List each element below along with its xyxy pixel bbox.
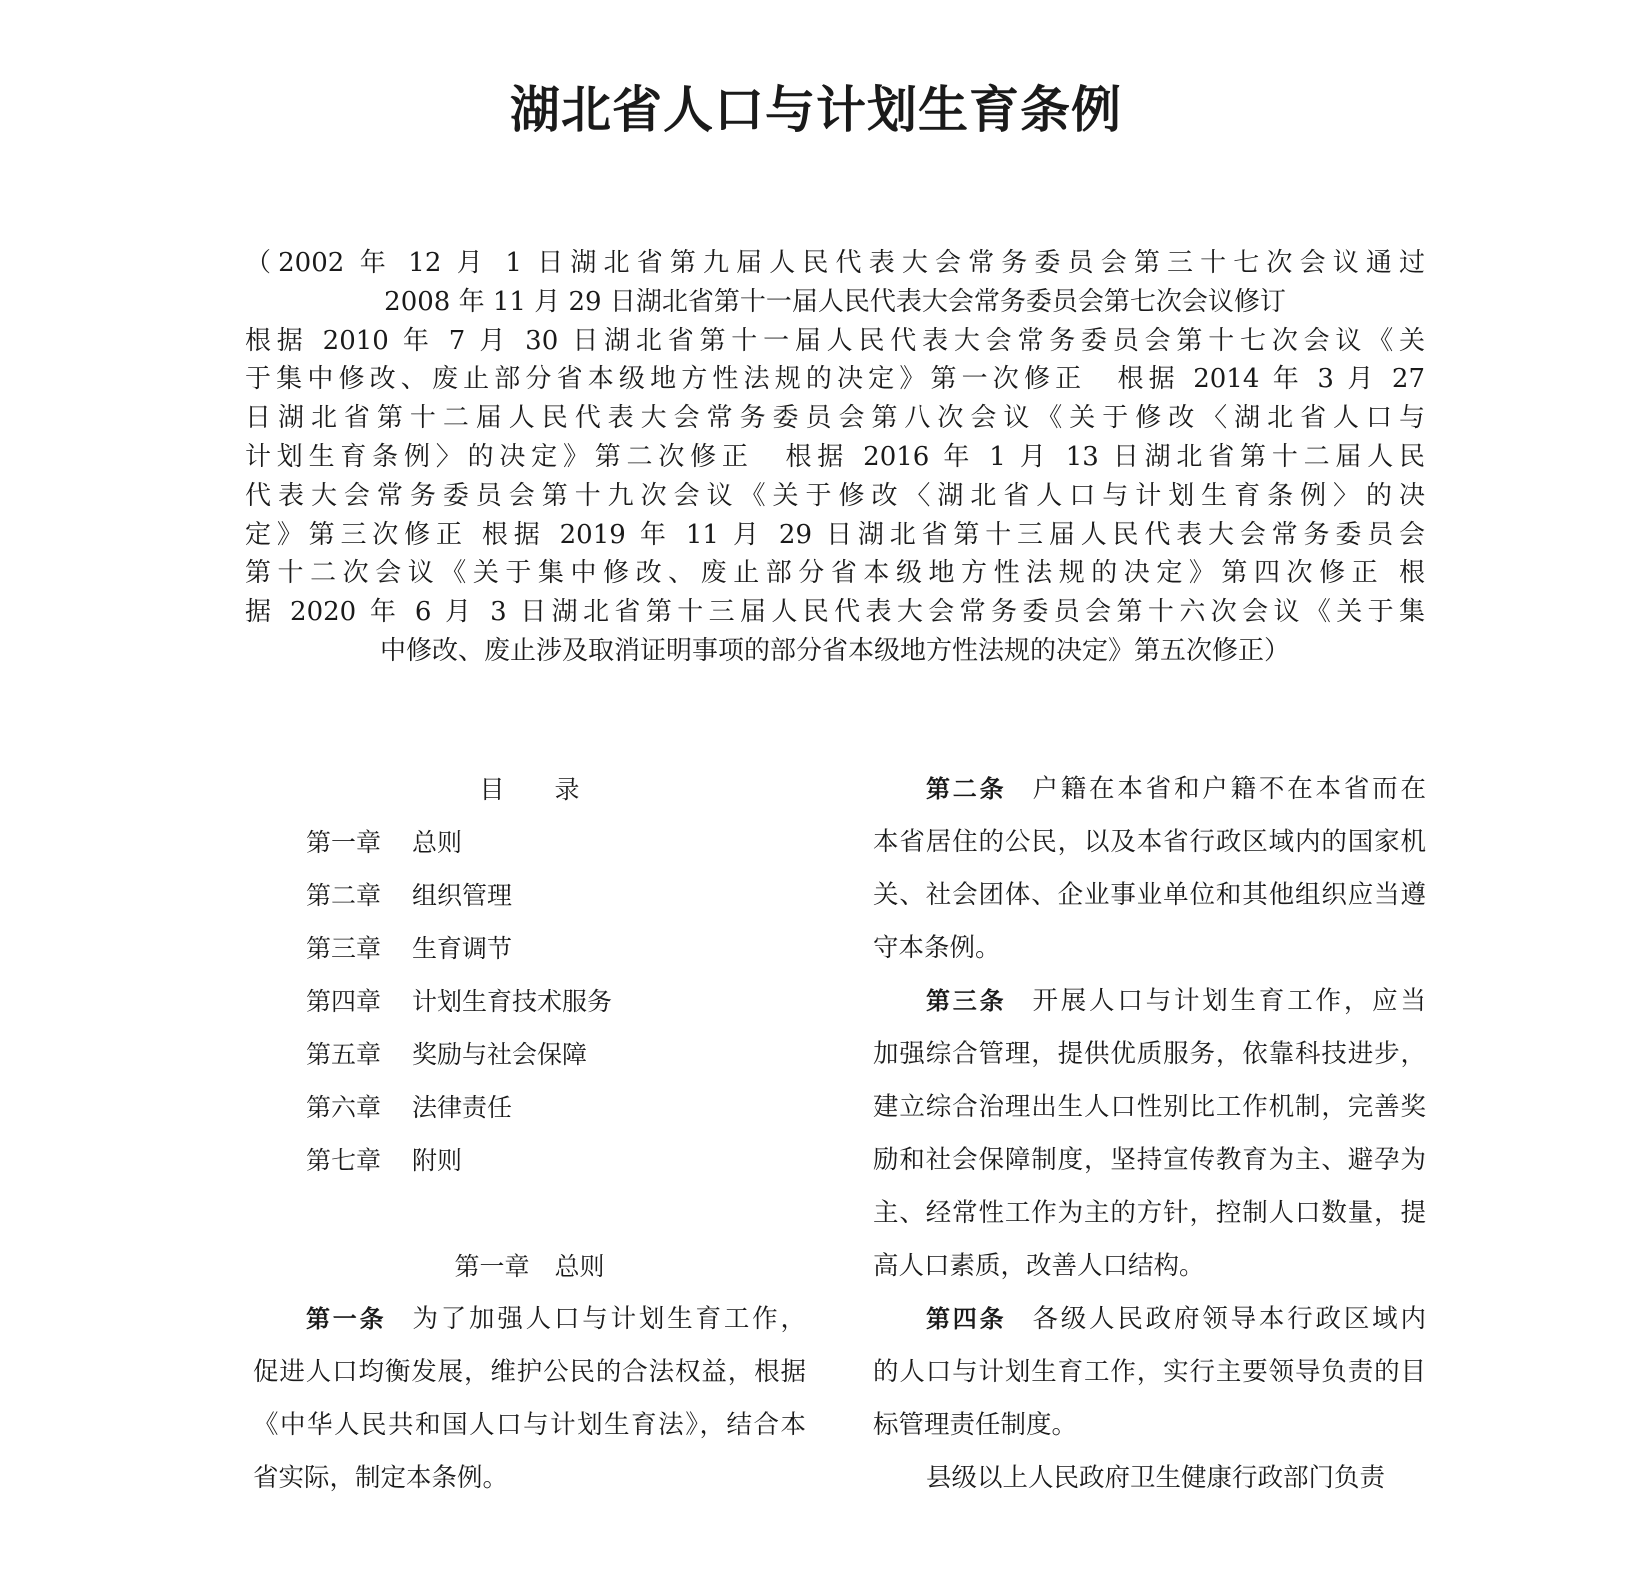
toc-item [253, 1028, 806, 1081]
toc-chapter-name: 附则 [412, 1146, 463, 1175]
preamble-line: 计划生育条例〉的决定》第二次修正 根据 2016 年 1 月 13 日湖北省第十二届人民 [245, 441, 1425, 472]
toc-chapter-name: 奖励与社会保障 [412, 1040, 588, 1069]
article-line: 促进人口均衡发展，维护公民的合法权益，根据 [253, 1357, 806, 1387]
preamble-line: 定》第三次修正 根据 2019 年 11 月 29 日湖北省第十三届人民代表大会常务委员会 [245, 519, 1425, 550]
preamble-line: （2002 年 12 月 1 日湖北省第九届人民代表大会常务委员会第三十七次会议通过 [245, 248, 1425, 278]
toc-chapter-name: 生育调节 [412, 934, 513, 963]
article-line [873, 975, 1426, 1028]
article-text: 开展人口与计划生育工作，应当 [1032, 986, 1426, 1016]
article-line: 县级以上人民政府卫生健康行政部门负责 [926, 1463, 1386, 1493]
article-line [873, 1293, 1426, 1346]
toc-chapter-number: 第七章 [306, 1146, 382, 1175]
article-3 [873, 975, 1426, 1293]
preamble-line: 据 2020 年 6 月 3 日湖北省第十三届人民代表大会常务委员会第十六次会议《关于集 [245, 597, 1425, 628]
preamble-line: 根据 2010 年 7 月 30 日湖北省第十一届人民代表大会常务委员会第十七次会议《关 [245, 325, 1425, 356]
toc-chapter-number: 第二章 [306, 881, 382, 910]
article-label: 第一条 [306, 1305, 387, 1333]
preamble-line: 代表大会常务委员会第十九次会议《关于修改〈湖北省人口与计划生育条例〉的决 [245, 480, 1425, 511]
preamble-line: 日湖北省第十二届人民代表大会常务委员会第八次会议《关于修改〈湖北省人口与 [245, 403, 1425, 434]
article-line: 励和社会保障制度，坚持宣传教育为主、避孕为 [873, 1145, 1426, 1175]
toc-chapter-name: 计划生育技术服务 [412, 987, 613, 1016]
toc-item [253, 922, 806, 975]
left-column [253, 775, 806, 1505]
article-line [873, 763, 1426, 816]
article-line: 加强综合管理，提供优质服务，依靠科技进步， [873, 1039, 1426, 1069]
document-title: 湖北省人口与计划生育条例 [510, 81, 1122, 139]
article-4 [873, 1293, 1426, 1505]
toc-chapter-number: 第一章 [306, 828, 382, 857]
article-line: 守本条例。 [873, 933, 1001, 963]
toc-heading: 目 录 [479, 775, 580, 804]
toc-chapter-number: 第四章 [306, 987, 382, 1016]
toc-item [253, 869, 806, 922]
article-2 [873, 763, 1426, 975]
article-text: 各级人民政府领导本行政区域内 [1032, 1304, 1426, 1334]
article-line [253, 1293, 806, 1346]
toc-chapter-number: 第六章 [306, 1093, 382, 1122]
article-line: 高人口素质，改善人口结构。 [873, 1251, 1205, 1281]
chapter-heading: 第一章 总则 [454, 1252, 605, 1281]
toc-chapter-name: 法律责任 [412, 1093, 513, 1122]
right-column [873, 774, 1426, 1505]
article-line: 标管理责任制度。 [873, 1410, 1078, 1440]
article-line: 关、社会团体、企业事业单位和其他组织应当遵 [873, 880, 1426, 910]
preamble-line: 2008 年 11 月 29 日湖北省第十一届人民代表大会常务委员会第七次会议修订 [384, 286, 1286, 317]
article-line: 建立综合治理出生人口性别比工作机制，完善奖 [873, 1092, 1426, 1122]
article-line: 主、经常性工作为主的方针，控制人口数量，提 [873, 1198, 1426, 1228]
article-text: 为了加强人口与计划生育工作， [412, 1304, 806, 1334]
toc-chapter-number: 第五章 [306, 1040, 382, 1069]
toc-item [253, 1134, 806, 1187]
toc-item [253, 975, 806, 1028]
article-label: 第四条 [926, 1305, 1007, 1333]
toc-chapter-name: 组织管理 [412, 881, 513, 910]
preamble-line: 中修改、废止涉及取消证明事项的部分省本级地方性法规的决定》第五次修正） [379, 635, 1290, 666]
preamble-line: 第十二次会议《关于集中修改、废止部分省本级地方性法规的决定》第四次修正 根 [245, 558, 1425, 589]
toc-item [253, 1081, 806, 1134]
article-line: 省实际，制定本条例。 [253, 1463, 509, 1493]
article-line: 《中华人民共和国人口与计划生育法》，结合本 [253, 1410, 806, 1440]
article-line: 本省居住的公民，以及本省行政区域内的国家机 [873, 827, 1426, 857]
article-1 [253, 1293, 806, 1505]
preamble-line: 于集中修改、废止部分省本级地方性法规的决定》第一次修正 根据 2014 年 3 月 27 [245, 364, 1425, 395]
toc-item [253, 816, 806, 869]
article-label: 第二条 [926, 775, 1007, 803]
toc-chapter-name: 总则 [412, 828, 463, 857]
preamble [245, 244, 1425, 671]
article-label: 第三条 [926, 987, 1007, 1015]
article-line: 的人口与计划生育工作，实行主要领导负责的目 [873, 1357, 1426, 1387]
toc-chapter-number: 第三章 [306, 934, 382, 963]
article-text: 户籍在本省和户籍不在本省而在 [1032, 774, 1426, 804]
